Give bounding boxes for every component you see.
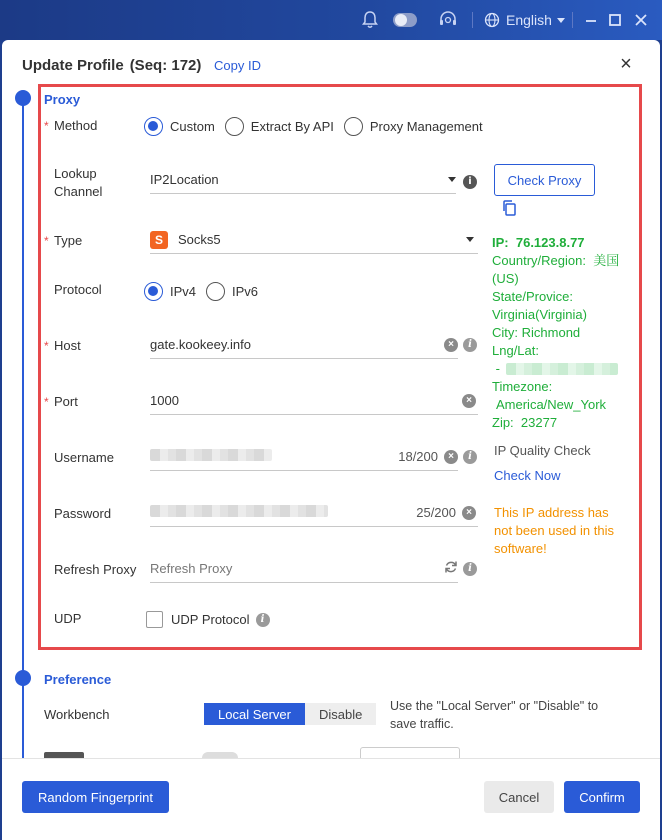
- zip-line: Zip: 23277: [492, 415, 558, 430]
- preference-section-title: Preference: [44, 672, 112, 687]
- ip-quality-label: IP Quality Check: [494, 443, 591, 458]
- protocol-ipv6-radio[interactable]: IPv6: [206, 282, 258, 301]
- timezone-label: Timezone:: [492, 379, 553, 394]
- proxy-section-title: Proxy: [44, 92, 81, 107]
- method-extract-api-radio[interactable]: Extract By API: [225, 117, 334, 136]
- udp-protocol-checkbox[interactable]: [146, 611, 270, 628]
- password-label: Password: [54, 506, 112, 521]
- dialog-title: [22, 57, 201, 74]
- bell-icon[interactable]: [362, 10, 378, 30]
- country-code: (US): [492, 271, 519, 286]
- method-label: * Method: [44, 118, 98, 133]
- dialog-footer: [2, 758, 660, 840]
- lookup-channel-select[interactable]: IP2Location: [150, 166, 456, 194]
- lookup-channel-label: Lookup Channel: [54, 166, 103, 199]
- protocol-ipv4-radio[interactable]: IPv4: [144, 282, 196, 301]
- workbench-local-server-option[interactable]: Local Server: [204, 703, 305, 725]
- password-redacted: [150, 505, 328, 517]
- dialog-title-text: Update Profile: [22, 57, 124, 74]
- chevron-down-icon: [557, 18, 565, 23]
- clear-icon[interactable]: ×: [462, 394, 476, 408]
- refresh-icon[interactable]: [444, 560, 458, 577]
- workbench-hint: Use the "Local Server" or "Disable" to save traffic.: [390, 699, 599, 731]
- workbench-label: Workbench: [44, 707, 110, 722]
- chevron-down-icon: [466, 237, 474, 242]
- chevron-down-icon: [448, 177, 456, 182]
- info-icon[interactable]: i: [463, 562, 477, 576]
- port-input[interactable]: 1000 ×: [150, 387, 478, 415]
- info-icon[interactable]: i: [463, 175, 477, 189]
- divider: [572, 12, 573, 28]
- password-input[interactable]: 25/200 ×: [150, 499, 478, 527]
- random-fingerprint-button[interactable]: Random Fingerprint: [22, 781, 169, 813]
- divider: [472, 12, 473, 28]
- info-icon[interactable]: i: [463, 450, 477, 464]
- update-profile-dialog: [2, 40, 660, 840]
- clear-icon[interactable]: ×: [444, 338, 458, 352]
- timeline-dot-proxy: [15, 90, 31, 106]
- type-label: * Type: [44, 233, 83, 248]
- info-icon[interactable]: i: [256, 613, 270, 627]
- state-label: State/Provice:: [492, 289, 573, 304]
- window-close-icon[interactable]: [634, 10, 648, 30]
- refresh-proxy-input[interactable]: Refresh Proxy: [150, 555, 458, 583]
- method-custom-radio[interactable]: Custom: [144, 117, 215, 136]
- timeline-line: [22, 98, 24, 758]
- copy-icon[interactable]: [502, 200, 516, 219]
- ip-info-panel: [492, 234, 632, 432]
- copy-id-link[interactable]: Copy ID: [214, 58, 261, 73]
- minimize-icon[interactable]: [584, 10, 598, 30]
- protocol-radio-group: [144, 282, 268, 301]
- host-input[interactable]: gate.kookeey.info ×: [150, 331, 458, 359]
- workbench-disable-option[interactable]: Disable: [305, 703, 376, 725]
- lnglat-label: Lng/Lat:: [492, 343, 539, 358]
- host-label: * Host: [44, 338, 81, 353]
- info-icon[interactable]: i: [463, 338, 477, 352]
- close-icon[interactable]: ×: [620, 53, 632, 75]
- cancel-button[interactable]: Cancel: [484, 781, 554, 813]
- udp-label: UDP: [54, 611, 82, 626]
- ip-line: IP: 76.123.8.77: [492, 235, 585, 250]
- dialog-seq: (Seq: 172): [129, 57, 202, 74]
- clear-icon[interactable]: ×: [462, 506, 476, 520]
- workbench-toggle: [204, 703, 376, 725]
- language-label: English: [506, 12, 552, 28]
- ip-unused-warning: This IP address has not been used in this software!: [494, 505, 614, 556]
- method-radio-group: [144, 117, 493, 136]
- globe-icon: [484, 12, 500, 28]
- state-value: Virginia(Virginia): [492, 307, 587, 322]
- port-label: * Port: [44, 394, 78, 409]
- confirm-button[interactable]: Confirm: [564, 781, 640, 813]
- check-proxy-button[interactable]: Check Proxy: [494, 164, 595, 196]
- timeline-dot-preference: [15, 670, 31, 686]
- clear-icon[interactable]: ×: [444, 450, 458, 464]
- lnglat-value: -: [492, 360, 632, 378]
- maximize-icon[interactable]: [608, 10, 622, 30]
- country-line: Country/Region: 美国: [492, 253, 620, 268]
- username-input[interactable]: 18/200 ×: [150, 443, 458, 471]
- socks5-icon: S: [150, 231, 168, 249]
- theme-toggle-icon[interactable]: [392, 10, 418, 30]
- city-line: City: Richmond: [492, 325, 581, 340]
- language-selector[interactable]: [484, 10, 565, 30]
- app-top-bar: [0, 0, 662, 40]
- protocol-label: Protocol: [54, 282, 102, 297]
- check-now-link[interactable]: Check Now: [494, 468, 561, 483]
- refresh-proxy-label: Refresh Proxy: [54, 562, 137, 577]
- timezone-value: America/New_York: [496, 397, 607, 412]
- username-label: Username: [54, 450, 114, 465]
- support-icon[interactable]: [438, 10, 458, 30]
- type-select[interactable]: S Socks5: [150, 226, 478, 254]
- checkbox-box[interactable]: [146, 611, 163, 628]
- method-proxy-management-radio[interactable]: Proxy Management: [344, 117, 483, 136]
- udp-checkbox-label: UDP Protocol: [171, 612, 250, 627]
- username-redacted: [150, 449, 272, 461]
